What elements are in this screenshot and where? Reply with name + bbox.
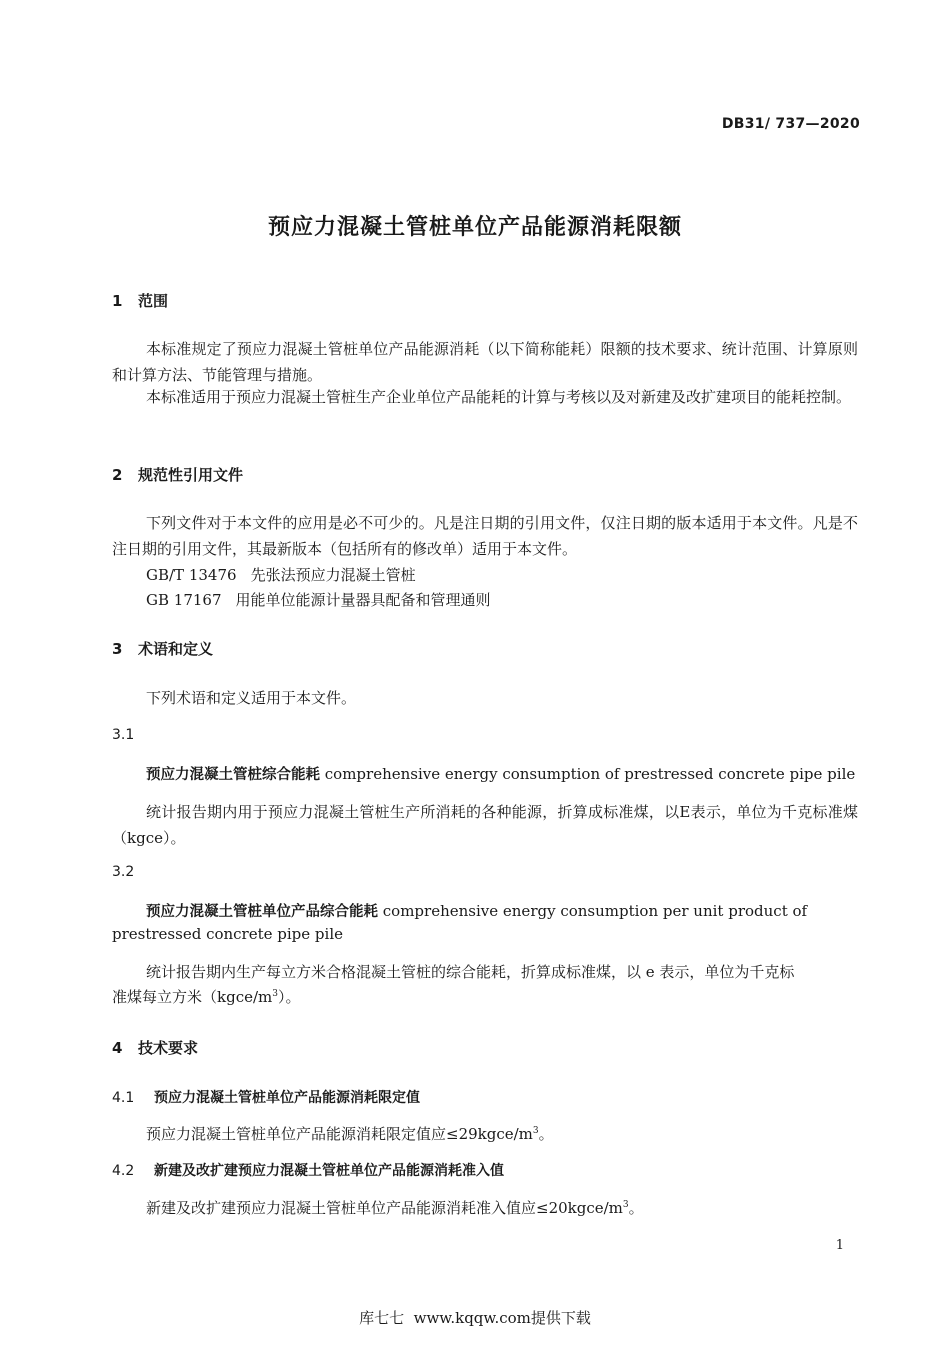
superscript: 3 [622, 1200, 629, 1210]
section-1-heading [112, 290, 168, 311]
subsection-4-1-heading [112, 1087, 420, 1107]
section-number: 1 [112, 292, 123, 310]
term-3-2-definition-line-1: 统计报告期内生产每立方米合格混凝土管桩的综合能耗，折算成标准煤，以 e 表示，单位为千克标 [146, 963, 795, 981]
superscript: 3 [272, 989, 278, 999]
requirement-text-end: 。 [628, 1199, 644, 1217]
page-number: 1 [835, 1238, 844, 1253]
subsection-title: 预应力混凝土管桩单位产品能源消耗限定值 [154, 1090, 420, 1106]
term-3-1-number: 3.1 [112, 727, 135, 743]
term-name-en: comprehensive energy consumption of prestressed concrete pipe pile [324, 765, 856, 783]
subsection-4-2-heading [112, 1160, 504, 1180]
term-3-1-definition: 统计报告期内用于预应力混凝土管桩生产所消耗的各种能源，折算成标准煤，以E表示，单位为千克标准煤（kgce）。 [112, 803, 858, 847]
term-3-2-definition-line-2 [112, 986, 301, 1007]
section-4-heading [112, 1037, 198, 1058]
superscript: 3 [532, 1126, 539, 1136]
section-title: 术语和定义 [138, 640, 214, 658]
term-3-2-number: 3.2 [112, 864, 135, 880]
requirement-text: 预应力混凝土管桩单位产品能源消耗限定值应≤29kgce/m [146, 1125, 533, 1143]
reference-code: GB 17167 [146, 591, 222, 609]
definition-text: 准煤每立方米（kgce/m [112, 988, 273, 1006]
term-3-2-heading [146, 900, 807, 921]
term-name-cn: 预应力混凝土管桩综合能耗 [146, 767, 320, 783]
section-title: 技术要求 [138, 1039, 199, 1057]
section-title: 范围 [138, 292, 169, 310]
reference-name: 用能单位能源计量器具配备和管理通则 [235, 591, 491, 609]
requirement-text: 新建及改扩建预应力混凝土管桩单位产品能源消耗准入值应≤20kgce/m [146, 1199, 623, 1217]
standard-code: DB31/ 737—2020 [721, 116, 860, 132]
subsection-4-2-text [146, 1197, 644, 1218]
term-name-cn: 预应力混凝土管桩单位产品综合能耗 [146, 904, 378, 920]
section-number: 2 [112, 466, 123, 484]
subsection-4-1-text [146, 1123, 554, 1144]
reference-code: GB/T 13476 [146, 566, 237, 584]
term-3-2-heading-continued: prestressed concrete pipe pile [112, 925, 343, 943]
term-name-en: comprehensive energy consumption per unit product of [382, 902, 808, 920]
section-number: 3 [112, 640, 123, 658]
section-3-intro: 下列术语和定义适用于本文件。 [146, 689, 357, 707]
section-2-heading [112, 464, 243, 485]
normative-reference [146, 589, 491, 610]
term-3-1-heading [146, 763, 855, 784]
normative-reference [146, 564, 416, 585]
section-2-paragraph: 下列文件对于本文件的应用是必不可少的。凡是注日期的引用文件，仅注日期的版本适用于本文件。凡是不注日期的引用文件，其最新版本（包括所有的修改单）适用于本文件。 [112, 514, 858, 558]
download-footer: 库七七 www.kqqw.com提供下载 [359, 1309, 591, 1327]
definition-text-end: ）。 [277, 988, 301, 1006]
reference-name: 先张法预应力混凝土管桩 [250, 566, 416, 584]
subsection-number: 4.2 [112, 1163, 135, 1179]
requirement-text-end: 。 [538, 1125, 554, 1143]
section-number: 4 [112, 1039, 123, 1057]
section-3-heading [112, 638, 213, 659]
subsection-title: 新建及改扩建预应力混凝土管桩单位产品能源消耗准入值 [154, 1163, 504, 1179]
section-1-paragraph-1: 本标准规定了预应力混凝土管桩单位产品能源消耗（以下简称能耗）限额的技术要求、统计范围、计算原则和计算方法、节能管理与措施。 [112, 340, 858, 384]
section-title: 规范性引用文件 [138, 466, 244, 484]
document-title: 预应力混凝土管桩单位产品能源消耗限额 [267, 215, 682, 240]
subsection-number: 4.1 [112, 1090, 135, 1106]
section-1-paragraph-2: 本标准适用于预应力混凝土管桩生产企业单位产品能耗的计算与考核以及对新建及改扩建项目的能耗控制。 [146, 388, 852, 406]
